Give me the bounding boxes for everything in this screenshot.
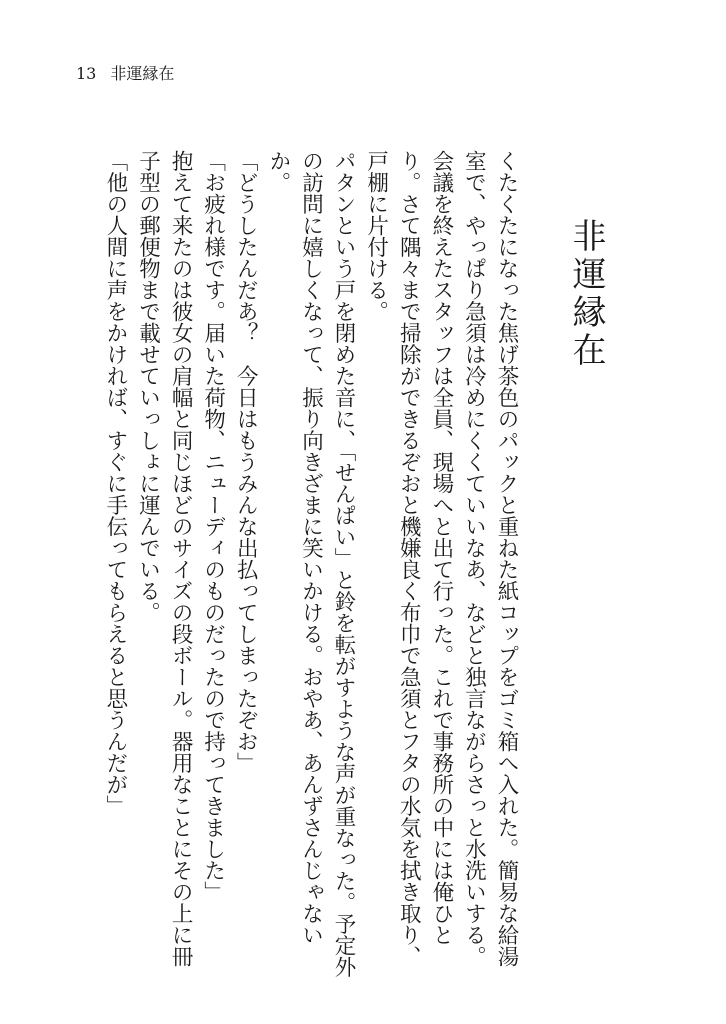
page-number: 13	[76, 64, 97, 83]
dialogue-line: 「他の人間に声をかければ、すぐに手伝ってもらえると思うんだが」	[102, 150, 128, 817]
running-header	[76, 64, 174, 84]
paragraph: 会議を終えたスタッフは全員、現場へと出て行った。これで事務所の中には俺ひとり。さて隅々まで掃除ができるぞおと機嫌良く布巾で急須とフタの水気を拭き取り、戸棚に片付ける。	[363, 150, 454, 967]
dialogue-line: 「どうしたんだあ？ 今日はもうみんな出払ってしまったぞお」	[233, 150, 259, 774]
running-title: 非運縁在	[110, 64, 175, 83]
body-text	[92, 150, 522, 980]
paragraph: 抱えて来たのは彼女の肩幅と同じほどのサイズの段ボール。器用なことにその上に冊子型の郵便物まで載せていっしょに運んでいる。	[135, 150, 194, 967]
paragraph: パタンという戸を閉めた音に、「せんぱい」と鈴を転がすような声が重なった。予定外の訪問に嬉しくなって、振り向きざまに笑いかける。おやあ、あんずさんじゃないか。	[265, 150, 357, 978]
paragraph: くたくたになった焦げ茶色のパックと重ねた紙コップをゴミ箱へ入れた。簡易な給湯室で、やっぱり急須は冷めにくくていいなあ、などと独言ながらさっと水洗いする。	[461, 150, 519, 967]
dialogue-line: 「お疲れ様です。届いた荷物、ニューディのものだったので持ってきました」	[200, 150, 226, 903]
chapter-title: 非運縁在	[566, 218, 606, 370]
